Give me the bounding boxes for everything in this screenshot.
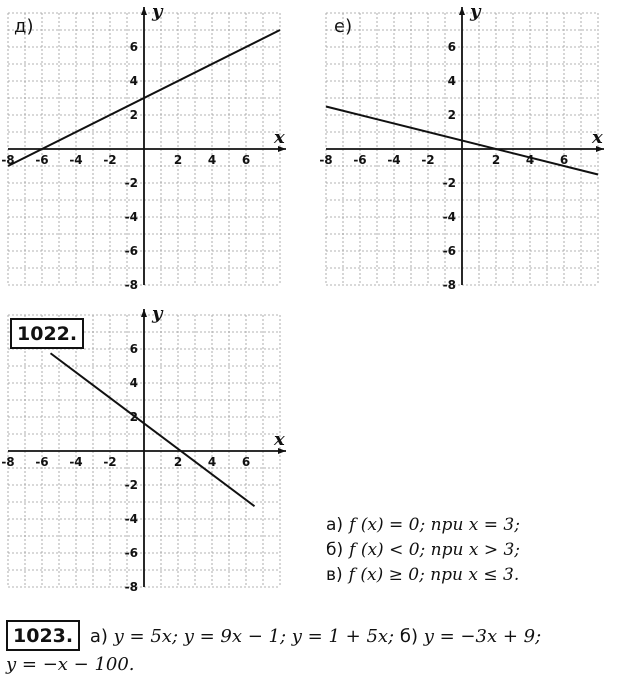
x-axis-label: x	[274, 127, 285, 148]
part-b-text: y = −3x + 9;	[423, 626, 542, 647]
y-tick-label: -2	[124, 176, 138, 190]
y-tick-label: 2	[129, 410, 138, 424]
x-tick-label: -8	[1, 153, 15, 167]
x-tick-label: 2	[173, 153, 183, 167]
part-a-text: y = 5x; y = 9x − 1; y = 1 + 5x;	[113, 626, 395, 647]
y-tick-label: 4	[129, 376, 138, 390]
y-tick-label: 6	[447, 40, 456, 54]
y-tick-label: -4	[442, 210, 456, 224]
problem-1023-number: 1023.	[6, 620, 80, 651]
answer-text: f (x) < 0; при x > 3;	[349, 540, 521, 560]
x-tick-label: 4	[525, 153, 535, 167]
part-b-label: б)	[399, 626, 418, 647]
y-tick-label: 6	[129, 40, 138, 54]
answer-text: f (x) ≥ 0; при x ≤ 3.	[348, 565, 520, 585]
y-axis-label: y	[470, 1, 481, 22]
part-a-label: а)	[89, 626, 108, 647]
x-tick-label: 2	[491, 153, 501, 167]
problem-1022-number: 1022.	[10, 318, 84, 349]
x-tick-label: -6	[353, 153, 367, 167]
x-tick-label: -2	[103, 153, 117, 167]
answer-label: в)	[326, 565, 343, 585]
answer-a	[326, 513, 520, 538]
x-tick-label: -4	[69, 153, 83, 167]
y-tick-label: -8	[124, 278, 138, 292]
problem-1022-answers	[326, 513, 520, 588]
panel-label-e: е)	[334, 16, 353, 37]
x-tick-label: -8	[1, 455, 15, 469]
x-axis-label: x	[274, 429, 285, 450]
y-tick-label: -8	[442, 278, 456, 292]
x-tick-label: -4	[69, 455, 83, 469]
function-line	[51, 353, 255, 506]
answer-label: а)	[326, 515, 344, 535]
x-tick-label: -6	[35, 153, 49, 167]
part-b-line2: y = −x − 100.	[6, 654, 135, 675]
x-tick-label: 4	[207, 153, 217, 167]
y-axis-arrow	[141, 7, 147, 15]
answer-v	[326, 563, 520, 588]
y-tick-label: -6	[442, 244, 456, 258]
x-tick-label: 2	[173, 455, 183, 469]
x-tick-label: -4	[387, 153, 401, 167]
y-axis-arrow	[459, 7, 465, 15]
y-tick-label: -2	[124, 478, 138, 492]
y-tick-label: -2	[442, 176, 456, 190]
y-tick-label: 4	[129, 74, 138, 88]
y-tick-label: -4	[124, 512, 138, 526]
x-tick-label: -6	[35, 455, 49, 469]
y-axis-arrow	[141, 309, 147, 317]
y-axis-label: y	[152, 1, 163, 22]
y-tick-label: 2	[447, 108, 456, 122]
x-axis-label: x	[592, 127, 603, 148]
x-tick-label: 6	[559, 153, 569, 167]
x-tick-label: 6	[241, 455, 251, 469]
panel-label-d: д)	[14, 16, 34, 37]
answer-b	[326, 538, 520, 563]
y-tick-label: -6	[124, 244, 138, 258]
y-tick-label: -4	[124, 210, 138, 224]
graph-1022	[1, 303, 289, 594]
answer-text: f (x) = 0; при x = 3;	[349, 515, 520, 535]
problem-1023	[6, 620, 618, 678]
x-tick-label: -2	[103, 455, 117, 469]
x-tick-label: -2	[421, 153, 435, 167]
graph-d	[1, 1, 289, 292]
x-tick-label: 4	[207, 455, 217, 469]
y-tick-label: -8	[124, 580, 138, 594]
y-axis-label: y	[152, 303, 163, 324]
graph-e	[319, 1, 607, 292]
y-tick-label: 6	[129, 342, 138, 356]
y-tick-label: -6	[124, 546, 138, 560]
x-tick-label: 6	[241, 153, 251, 167]
y-tick-label: 2	[129, 108, 138, 122]
x-tick-label: -8	[319, 153, 333, 167]
answer-label: б)	[326, 540, 344, 560]
y-tick-label: 4	[447, 74, 456, 88]
